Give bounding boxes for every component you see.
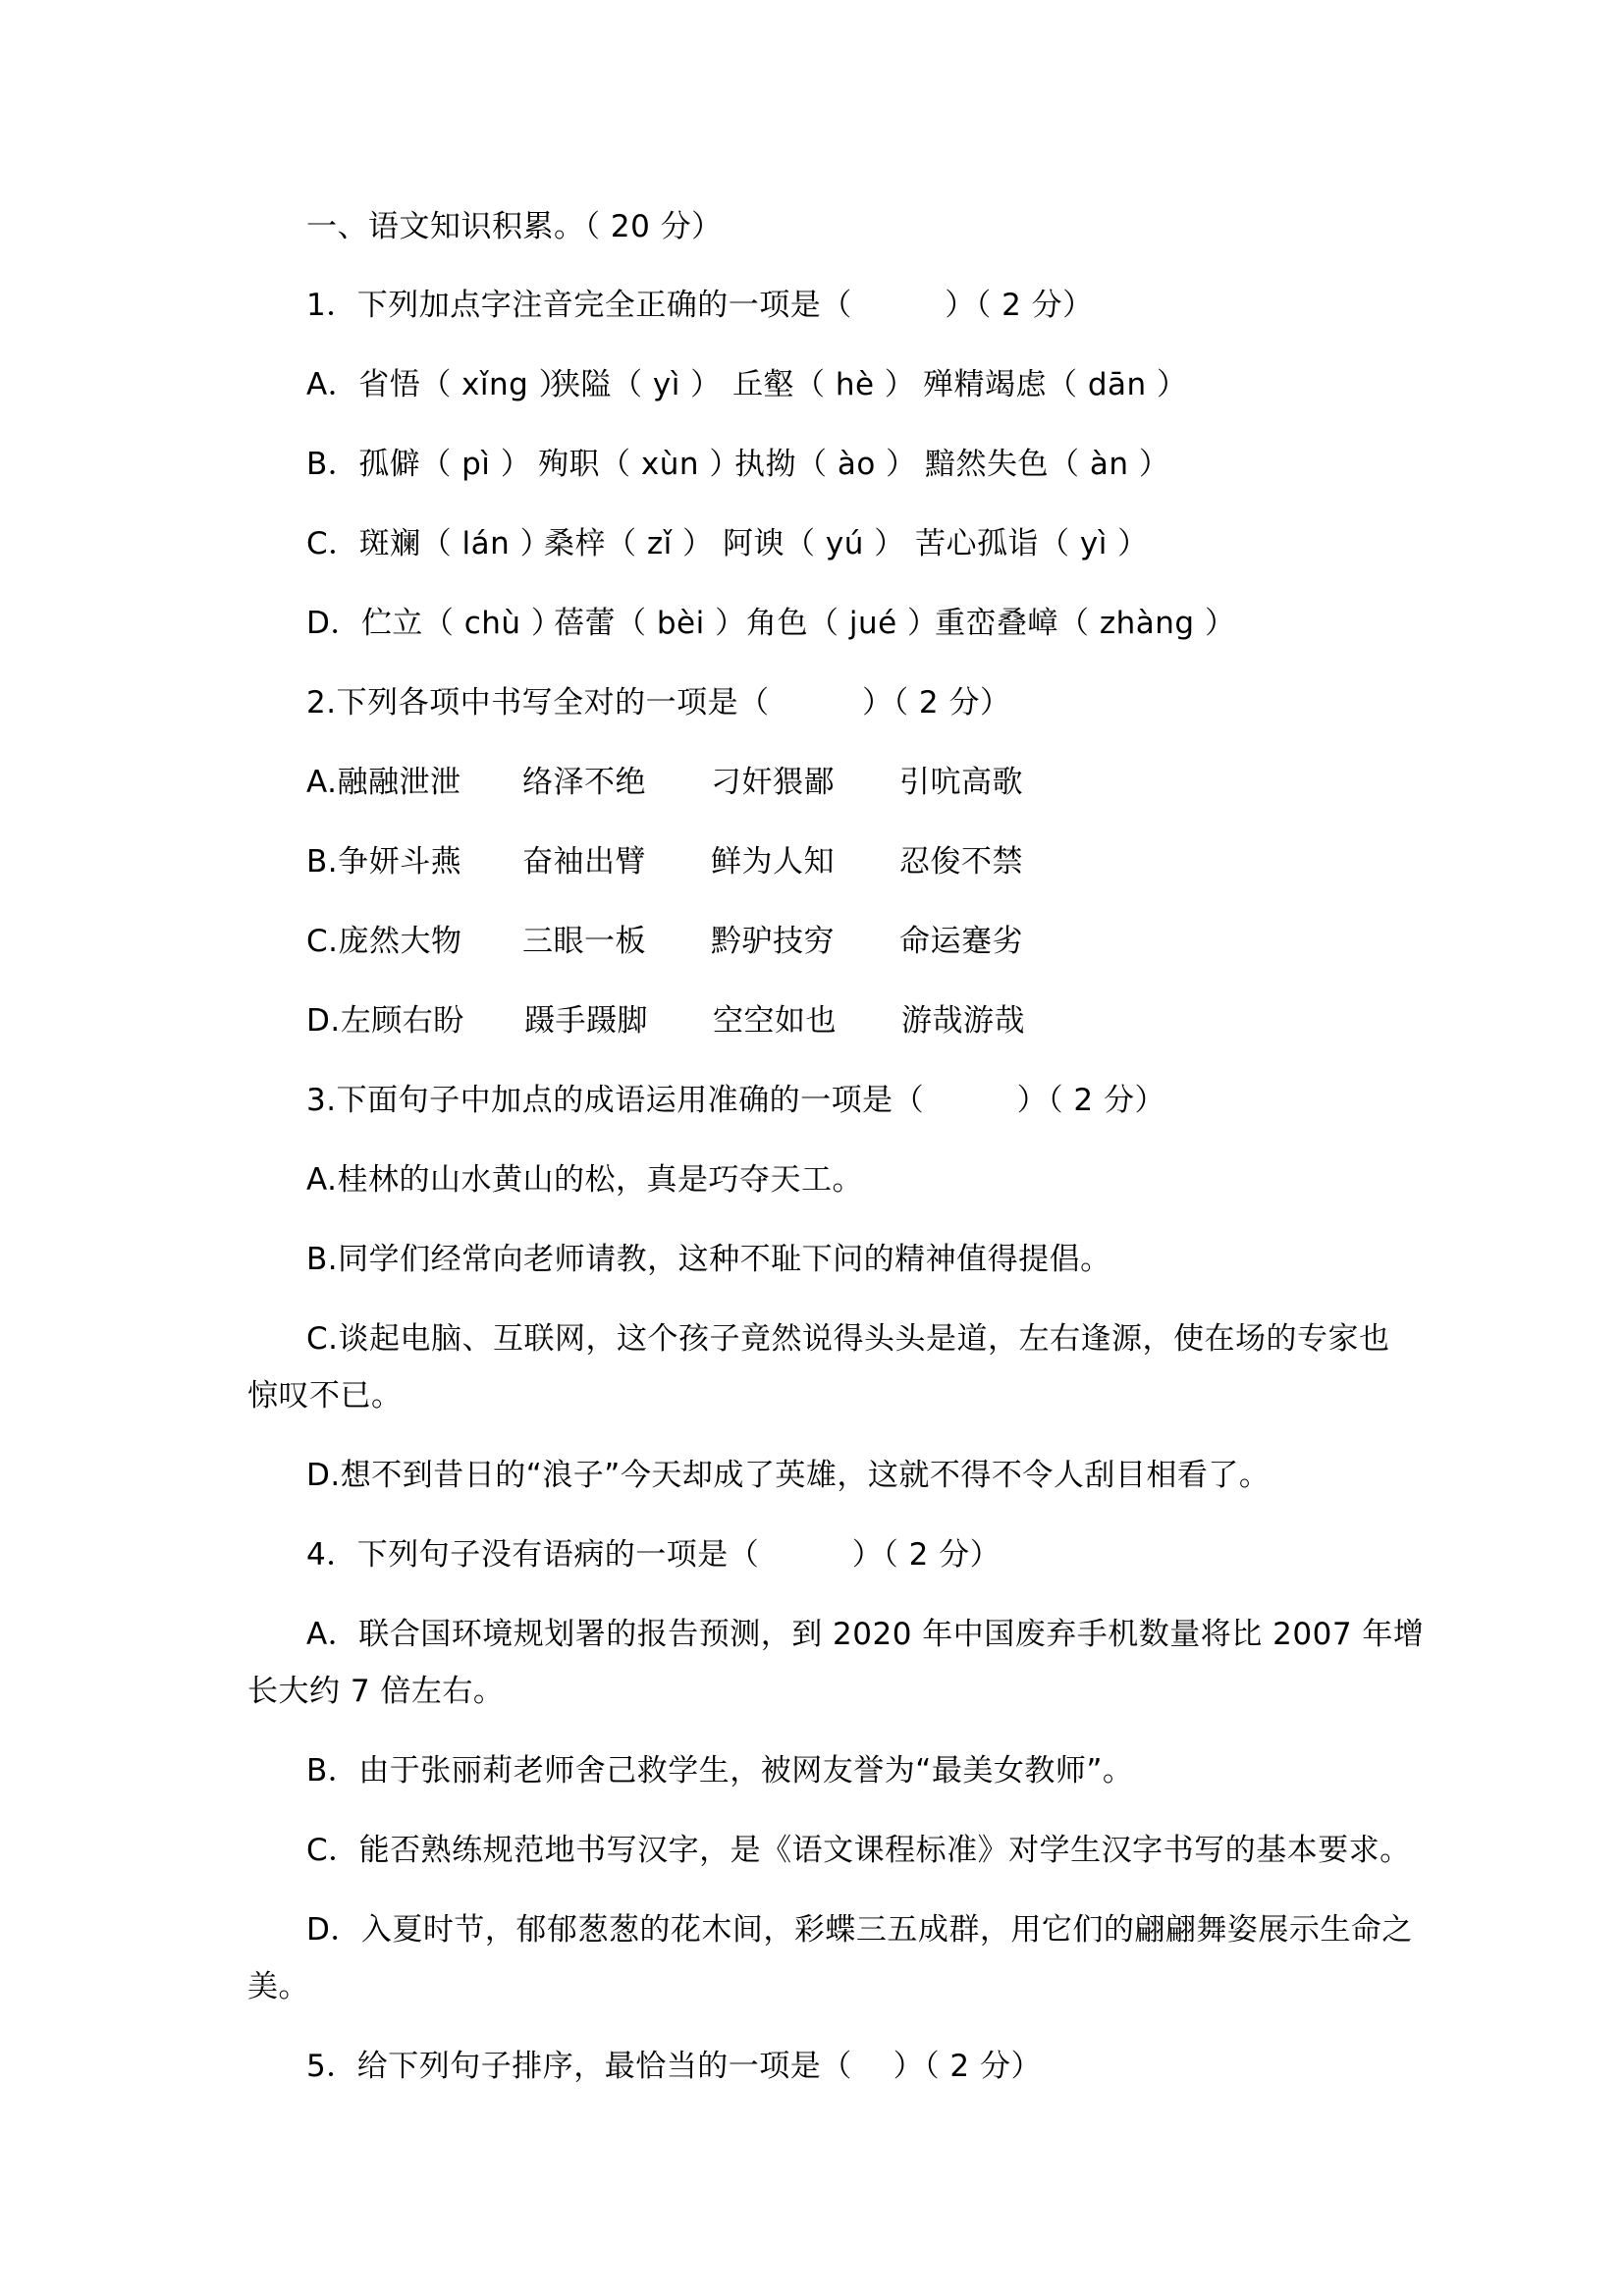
q1-a-item-2: 狭隘（ yì ） bbox=[550, 367, 722, 402]
q1-c-item-4: 苦心孤诣（ yì ） bbox=[915, 526, 1149, 561]
q1-c-item-3: 阿谀（ yú ） bbox=[723, 526, 905, 561]
question-4-option-b: B．由于张丽莉老师舍己救学生，被网友誉为“最美女教师”。 bbox=[306, 1753, 1134, 1789]
question-1-option-c bbox=[306, 524, 1386, 563]
q1-d-item-3: 角色（ jué ） bbox=[746, 606, 939, 641]
question-1-stem: 1．下列加点字注音完全正确的一项是（ ）（ 2 分） bbox=[306, 288, 1094, 323]
question-2-option-d bbox=[306, 1001, 1386, 1041]
q2-c-item-1: C.庞然大物 bbox=[306, 924, 462, 959]
question-2-stem: 2.下列各项中书写全对的一项是（ ）（ 2 分） bbox=[306, 685, 1011, 721]
q1-a-item-4: 殚精竭虑（ dān ） bbox=[923, 367, 1188, 402]
question-3-option-c-line-2: 惊叹不已。 bbox=[247, 1378, 403, 1414]
q1-a-item-3: 丘壑（ hè ） bbox=[732, 367, 916, 402]
question-4-stem: 4．下列句子没有语病的一项是（ ）（ 2 分） bbox=[306, 1537, 1001, 1573]
question-3-option-b: B.同学们经常向老师请教，这种不耻下问的精神值得提倡。 bbox=[306, 1242, 1111, 1277]
question-3-stem: 3.下面句子中加点的成语运用准确的一项是（ ）（ 2 分） bbox=[306, 1083, 1166, 1118]
q2-b-item-1: B.争妍斗燕 bbox=[306, 844, 462, 880]
q1-b-item-4: 黯然失色（ àn ） bbox=[925, 447, 1170, 482]
q2-a-item-2: 络泽不绝 bbox=[522, 765, 646, 800]
q2-c-item-3: 黔驴技穷 bbox=[711, 924, 835, 959]
section-header: 一、语文知识积累。（ 20 分） bbox=[306, 209, 723, 244]
q1-b-item-3: 执拗（ ào ） bbox=[734, 447, 917, 482]
q2-d-item-1: D.左顾右盼 bbox=[306, 1003, 464, 1039]
question-3-option-d: D.想不到昔日的“浪子”今天却成了英雄，这就不得不令人刮目相看了。 bbox=[306, 1458, 1271, 1493]
q1-b-item-2: 殉职（ xùn ） bbox=[538, 447, 740, 482]
q1-b-item-1: B．孤僻（ pì ） bbox=[306, 447, 532, 482]
question-4-option-d-line-2: 美。 bbox=[247, 1969, 309, 2004]
q2-c-item-4: 命运蹇劣 bbox=[899, 924, 1023, 959]
question-4-option-c: C．能否熟练规范地书写汉字，是《语文课程标准》对学生汉字书写的基本要求。 bbox=[306, 1833, 1411, 1868]
q2-c-item-2: 三眼一板 bbox=[522, 924, 646, 959]
q2-d-item-4: 游哉游哉 bbox=[901, 1003, 1025, 1039]
question-3-option-a: A.桂林的山水黄山的松，真是巧夺天工。 bbox=[306, 1162, 864, 1198]
q2-d-item-3: 空空如也 bbox=[713, 1003, 837, 1039]
question-2-option-b bbox=[306, 842, 1386, 881]
question-2-option-a bbox=[306, 763, 1386, 802]
q1-c-item-2: 桑梓（ zǐ ） bbox=[544, 526, 714, 561]
question-4-option-d-line-1: D．入夏时节，郁郁葱葱的花木间，彩蝶三五成群，用它们的翩翩舞姿展示生命之 bbox=[306, 1912, 1413, 1948]
q1-c-item-1: C．斑斓（ lán ） bbox=[306, 526, 552, 561]
q2-b-item-4: 忍俊不禁 bbox=[899, 844, 1023, 880]
q1-d-item-1: D．伫立（ chù ） bbox=[306, 606, 563, 641]
q2-b-item-3: 鲜为人知 bbox=[711, 844, 835, 880]
q2-a-item-4: 引吭高歌 bbox=[899, 765, 1023, 800]
question-2-option-c bbox=[306, 922, 1386, 961]
question-5-stem: 5．给下列句子排序，最恰当的一项是（ ）（ 2 分） bbox=[306, 2049, 1043, 2084]
question-4-option-a-line-1: A．联合国环境规划署的报告预测，到 2020 年中国废弃手机数量将比 2007 年增 bbox=[306, 1617, 1425, 1652]
question-3-option-c-line-1: C.谈起电脑、互联网，这个孩子竟然说得头头是道，左右逢源，使在场的专家也 bbox=[306, 1321, 1390, 1357]
q1-a-item-1: A．省悟（ xǐng ） bbox=[306, 367, 570, 402]
q2-a-item-1: A.融融泄泄 bbox=[306, 765, 461, 800]
q1-d-item-4: 重峦叠嶂（ zhàng ） bbox=[935, 606, 1236, 641]
question-4-option-a-line-2: 长大约 7 倍左右。 bbox=[247, 1674, 505, 1709]
question-1-option-a bbox=[306, 365, 1386, 404]
q2-d-item-2: 蹑手蹑脚 bbox=[524, 1003, 648, 1039]
q2-b-item-2: 奋袖出臂 bbox=[522, 844, 646, 880]
q2-a-item-3: 刁奸猥鄙 bbox=[711, 765, 835, 800]
question-1-option-b bbox=[306, 445, 1386, 484]
question-1-option-d bbox=[306, 604, 1386, 643]
q1-d-item-2: 蓓蕾（ bèi ） bbox=[554, 606, 746, 641]
